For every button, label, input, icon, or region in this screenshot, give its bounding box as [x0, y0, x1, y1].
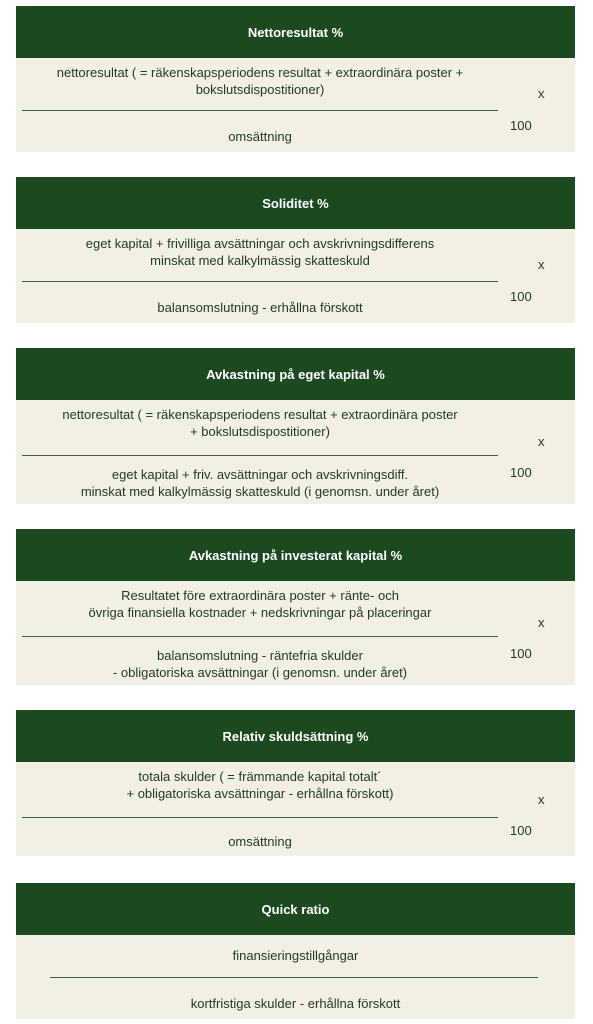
denominator	[16, 647, 504, 681]
multiply-sign: x	[538, 257, 545, 272]
denominator	[16, 299, 504, 316]
card-title: Soliditet %	[262, 195, 329, 211]
multiplier-value: 100	[510, 646, 532, 661]
numerator-line: nettoresultat ( = räkenskapsperiodens resultat + extraordinära poster +	[56, 65, 464, 80]
card-body	[16, 58, 575, 152]
multiplier-value: 100	[510, 465, 532, 480]
numerator-line: Resultatet före extraordinära poster + ränte- och	[121, 588, 399, 603]
numerator-line: nettoresultat ( = räkenskapsperiodens resultat + extraordinära poster	[62, 407, 458, 422]
fraction-line	[22, 110, 498, 111]
multiply-sign: x	[538, 792, 545, 807]
card-body	[16, 581, 575, 685]
denominator	[16, 466, 504, 500]
card-body	[16, 935, 575, 1019]
fraction-line	[22, 817, 498, 818]
denominator-line: minskat med kalkylmässig skatteskuld (i genomsn. under året)	[80, 484, 440, 499]
multiply-sign: x	[538, 615, 545, 630]
card-title: Nettoresultat %	[247, 24, 344, 40]
denominator-line: balansomslutning - räntefria skulder	[157, 648, 363, 663]
fraction-line	[22, 455, 498, 456]
denominator-line: kortfristiga skulder - erhållna förskott	[190, 996, 401, 1011]
denominator-line: omsättning	[228, 129, 292, 144]
card-title: Relativ skuldsättning %	[222, 728, 369, 744]
card-header	[16, 529, 575, 581]
numerator-line: finansieringstillgångar	[232, 948, 359, 963]
denominator	[16, 128, 504, 145]
fraction-line	[50, 977, 538, 978]
denominator-line: eget kapital + friv. avsättningar och avskrivningsdiff.	[111, 467, 409, 482]
card-header	[16, 710, 575, 762]
denominator-line: balansomslutning - erhållna förskott	[157, 300, 363, 315]
card-body	[16, 762, 575, 856]
numerator	[16, 947, 575, 964]
card-body	[16, 400, 575, 504]
multiplier-value: 100	[510, 118, 532, 133]
numerator	[16, 64, 504, 98]
multiply-sign: x	[538, 86, 545, 101]
denominator-line: omsättning	[228, 834, 292, 849]
ratio-card-soliditet	[16, 177, 575, 323]
ratio-card-avkastning-eget-kapital	[16, 348, 575, 504]
card-header	[16, 6, 575, 58]
card-header	[16, 348, 575, 400]
numerator-line: bokslutsdispostitioner)	[195, 82, 325, 97]
multiplier-value: 100	[510, 289, 532, 304]
card-header	[16, 883, 575, 935]
ratio-card-nettoresultat	[16, 6, 575, 152]
numerator	[16, 587, 504, 621]
ratio-card-avkastning-investerat-kapital	[16, 529, 575, 685]
card-header	[16, 177, 575, 229]
denominator	[16, 995, 575, 1012]
numerator-line: övriga finansiella kostnader + nedskrivningar på placeringar	[88, 605, 432, 620]
card-title: Quick ratio	[261, 901, 330, 917]
card-body	[16, 229, 575, 323]
multiply-sign: x	[538, 434, 545, 449]
fraction-line	[22, 636, 498, 637]
denominator-line: - obligatoriska avsättningar (i genomsn. under året)	[112, 665, 408, 680]
numerator-line: minskat med kalkylmässig skatteskuld	[150, 253, 370, 268]
multiplier-value: 100	[510, 823, 532, 838]
ratio-card-quick-ratio	[16, 883, 575, 1019]
fraction-line	[22, 281, 498, 282]
numerator	[16, 406, 504, 440]
card-title: Avkastning på investerat kapital %	[188, 547, 403, 563]
card-title: Avkastning på eget kapital %	[206, 366, 385, 382]
ratio-card-relativ-skuldsattning	[16, 710, 575, 856]
numerator-line: eget kapital + frivilliga avsättningar och avskrivningsdifferens	[85, 236, 435, 251]
numerator-line: + obligatoriska avsättningar - erhållna förskott)	[126, 786, 394, 801]
numerator	[16, 768, 504, 802]
numerator	[16, 235, 504, 269]
numerator-line: totala skulder ( = främmande kapital totalt´	[138, 769, 382, 784]
denominator	[16, 833, 504, 850]
numerator-line: + bokslutsdispostitioner)	[190, 424, 330, 439]
